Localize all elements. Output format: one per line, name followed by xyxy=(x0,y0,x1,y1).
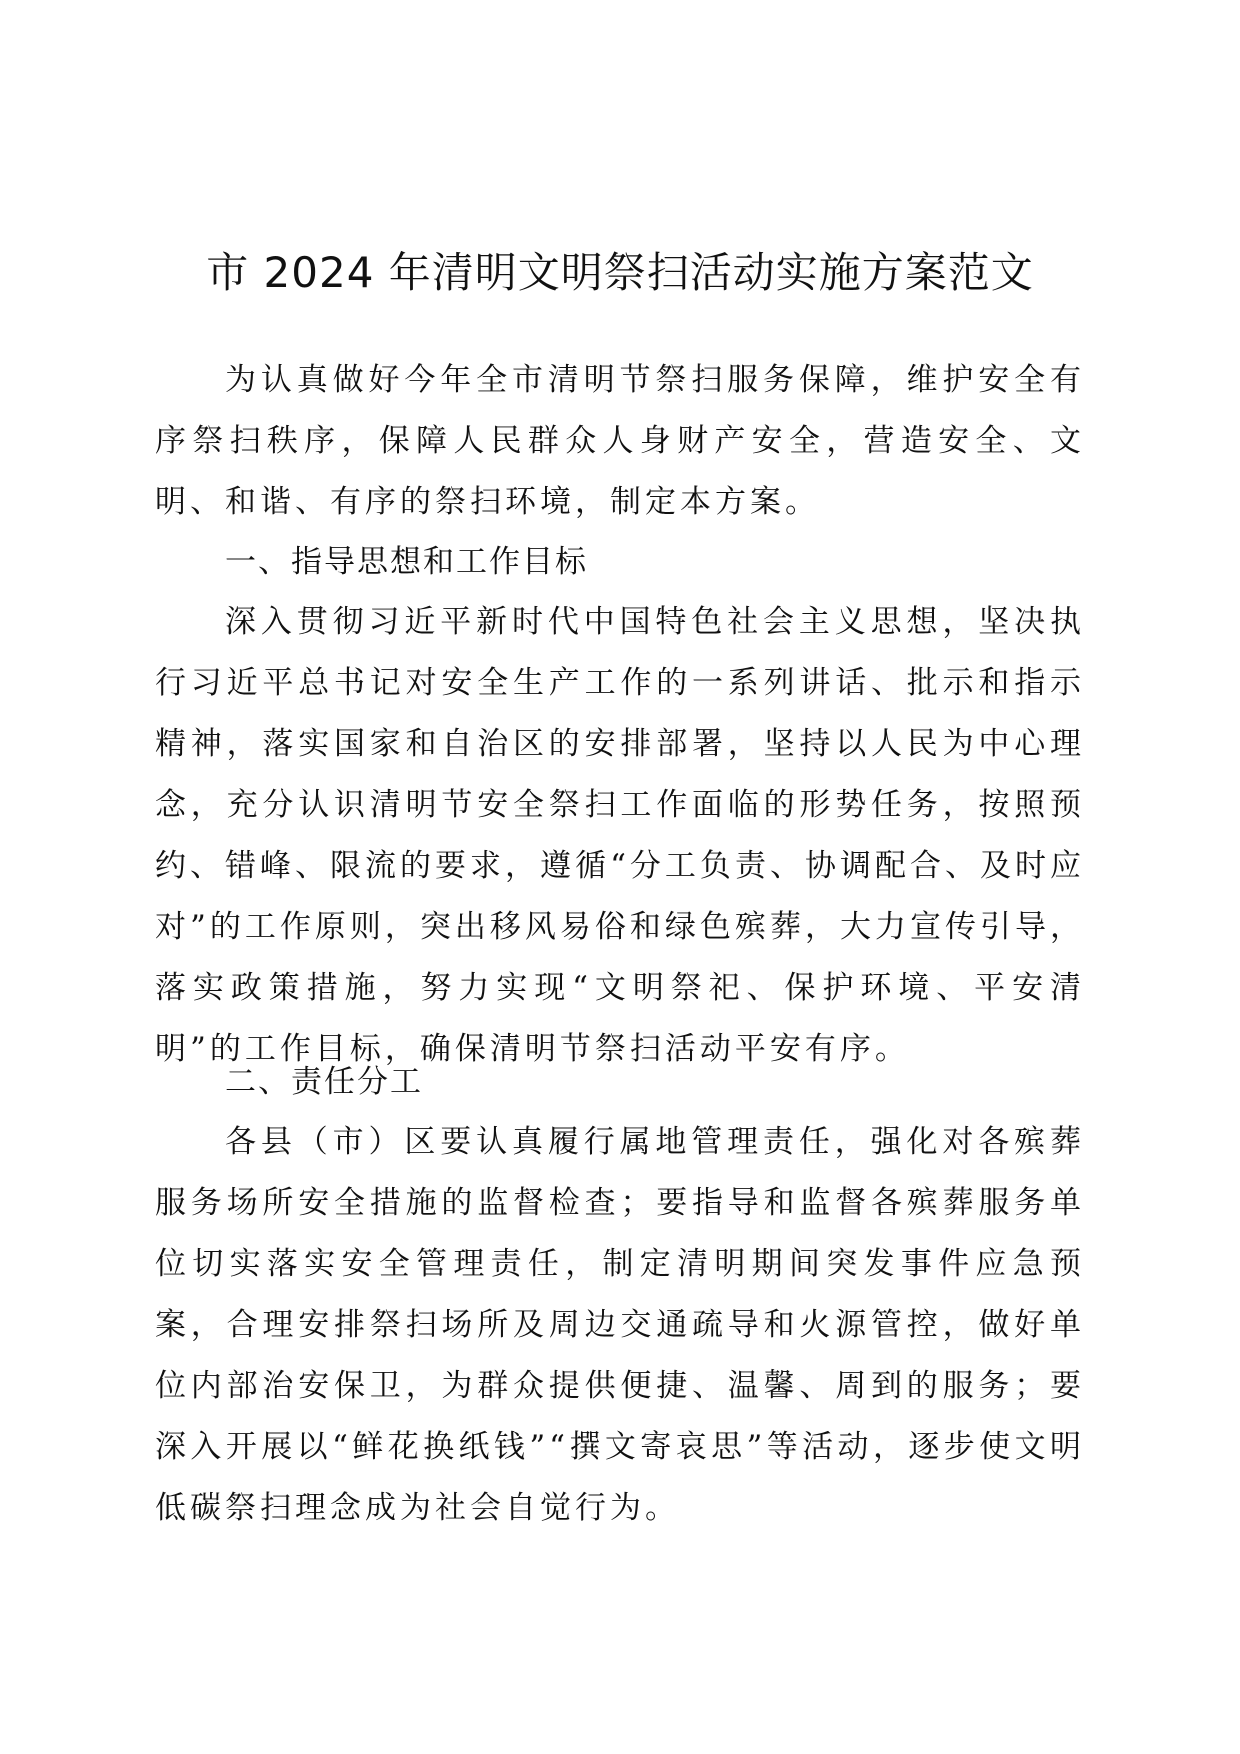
section-1-paragraph: 深入贯彻习近平新时代中国特色社会主义思想，坚决执行习近平总书记对安全生产工作的一系列讲话、批示和指示精神，落实国家和自治区的安排部署，坚持以人民为中心理念，充分认识清明节安全祭扫工作面临的形势任务，按照预约、错峰、限流的要求，遵循“分工负责、协调配合、及时应对”的工作原则，突出移风易俗和绿色殡葬，大力宣传引导，落实政策措施，努力实现“文明祭祀、保护环境、平安清明”的工作目标，确保清明节祭扫活动平安有序。 xyxy=(155,604,1085,1067)
intro-paragraph: 为认真做好今年全市清明节祭扫服务保障，维护安全有序祭扫秩序，保障人民群众人身财产安全，营造安全、文明、和谐、有序的祭扫环境，制定本方案。 xyxy=(155,362,1085,520)
document-title: 市 2024 年清明文明祭扫活动实施方案范文 xyxy=(206,248,1034,297)
section-1-heading: 一、指导思想和工作目标 xyxy=(225,544,588,580)
section-2-heading: 二、责任分工 xyxy=(225,1064,423,1100)
section-2-paragraph: 各县（市）区要认真履行属地管理责任，强化对各殡葬服务场所安全措施的监督检查；要指导和监督各殡葬服务单位切实落实安全管理责任，制定清明期间突发事件应急预案，合理安排祭扫场所及周边交通疏导和火源管控，做好单位内部治安保卫，为群众提供便捷、温馨、周到的服务；要深入开展以“鲜花换纸钱”“撰文寄哀思”等活动，逐步使文明低碳祭扫理念成为社会自觉行为。 xyxy=(155,1124,1085,1526)
